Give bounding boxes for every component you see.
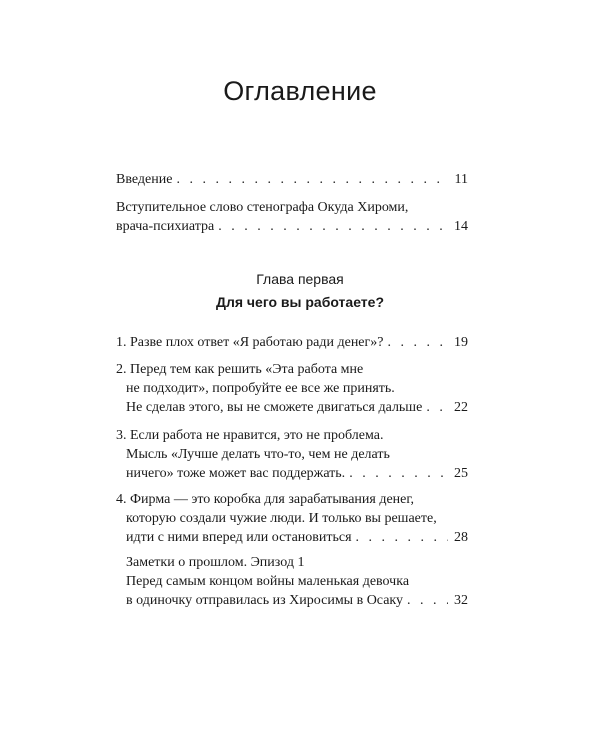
toc-entry-2[interactable] (116, 360, 468, 417)
toc-entry-3[interactable] (116, 426, 468, 483)
toc-entry-title: 1. Разве плох ответ «Я работаю ради денег»? (116, 335, 384, 350)
dot-leader (387, 333, 448, 352)
dot-leader (349, 464, 448, 483)
toc-page-number: 14 (454, 219, 468, 234)
toc-entry-title: Введение (116, 172, 173, 187)
toc-page-number: 28 (454, 530, 468, 545)
dot-leader (356, 528, 448, 547)
toc-entry-title: в одиночку отправилась из Хиросимы в Осаку (126, 593, 404, 608)
dot-leader (426, 398, 448, 417)
toc-page-number: 25 (454, 466, 468, 481)
toc-entry-line: Перед самым концом войны маленькая девочка (126, 574, 410, 589)
toc-page-number: 32 (454, 593, 468, 608)
chapter-label: Глава первая (256, 271, 344, 287)
chapter-title: Для чего вы работаете? (215, 294, 384, 310)
toc-entry-title: врача-психиатра (116, 219, 215, 234)
toc-entry-line: не подходит», попробуйте ее все же принять. (126, 381, 395, 396)
toc-page-number: 19 (454, 335, 468, 350)
toc-entry-title: Не сделав этого, вы не сможете двигаться дальше (126, 400, 423, 415)
toc-page-number: 11 (454, 172, 468, 187)
toc-entry-line: Мысль «Лучше делать что-то, чем не делать (126, 447, 390, 462)
toc-entry-line: которую создали чужие люди. И только вы решаете, (126, 511, 437, 526)
toc-entry-line: 4. Фирма — это коробка для зарабатывания денег, (116, 492, 415, 507)
toc-entry-line: Вступительное слово стенографа Окуда Хироми, (116, 200, 409, 215)
toc-entry-1[interactable] (116, 333, 468, 352)
toc-entry-line: 2. Перед тем как решить «Эта работа мне (116, 362, 364, 377)
dot-leader (218, 217, 448, 236)
dot-leader (407, 591, 448, 610)
toc-entry-line: 3. Если работа не нравится, это не проблема. (116, 428, 384, 443)
dot-leader (176, 170, 448, 189)
toc-entry-title: ничего» тоже может вас поддержать. (126, 466, 346, 481)
page-title: Оглавление (223, 76, 377, 107)
toc-entry-notes-episode-1[interactable] (116, 553, 468, 610)
toc-entry-4[interactable] (116, 490, 468, 547)
toc-entry-title: идти с ними вперед или остановиться (126, 530, 352, 545)
toc-entry-line: Заметки о прошлом. Эпизод 1 (126, 555, 305, 570)
toc-page-number: 22 (454, 400, 468, 415)
toc-entry-foreword[interactable] (116, 198, 468, 236)
toc-entry-introduction[interactable] (116, 170, 468, 189)
